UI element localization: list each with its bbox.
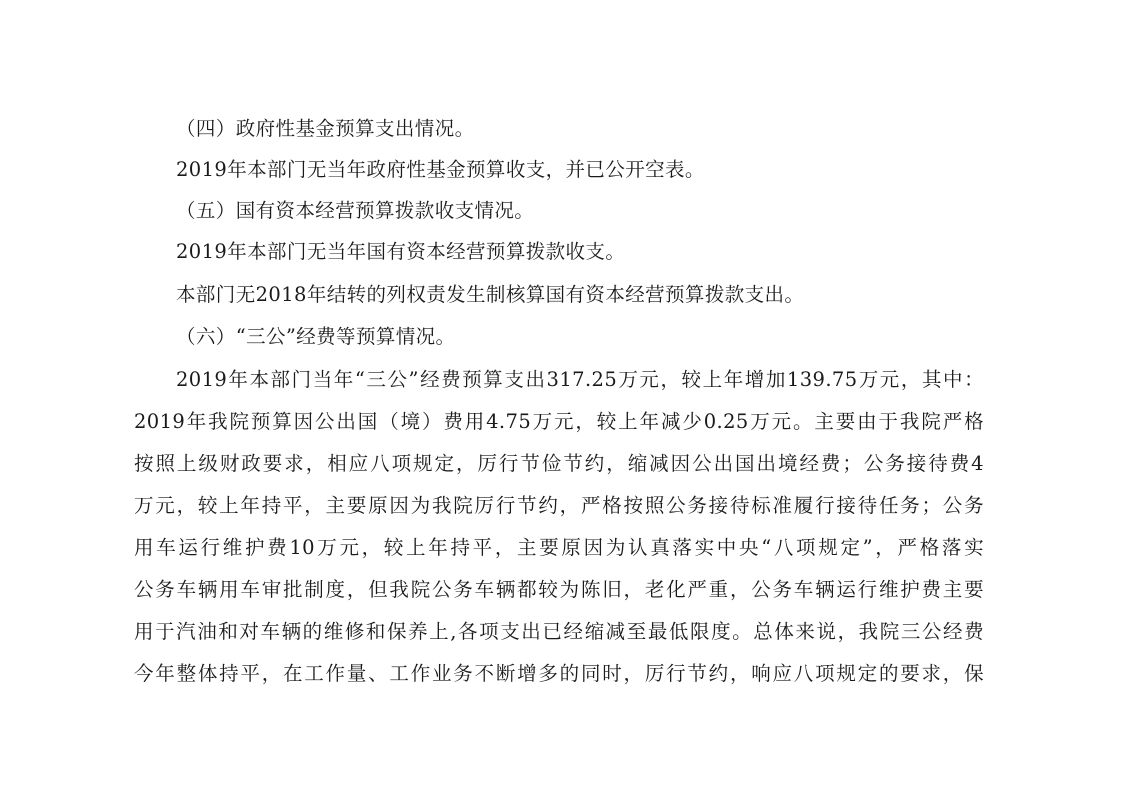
paragraph-line: 按照上级财政要求，相应八项规定，厉行节俭节约，缩减因公出国出境经费；公务接待费4	[134, 452, 984, 475]
paragraph-line: 公务车辆用车审批制度，但我院公务车辆都较为陈旧，老化严重，公务车辆运行维护费主要	[134, 578, 984, 601]
section-heading-4: （四）政府性基金预算支出情况。	[176, 117, 475, 140]
paragraph-line: 用于汽油和对车辆的维修和保养上,各项支出已经缩减至最低限度。总体来说，我院三公经费	[134, 620, 984, 643]
paragraph-line: 本部门无2018年结转的列权责发生制核算国有资本经营预算拨款支出。	[176, 283, 805, 306]
paragraph-line: 2019年我院预算因公出国（境）费用4.75万元，较上年减少0.25万元。主要由于我院严格	[134, 410, 984, 433]
paragraph-line: 2019年本部门当年“三公”经费预算支出317.25万元，较上年增加139.75万元，其中：	[176, 368, 984, 391]
paragraph-line: 万元，较上年持平，主要原因为我院厉行节约，严格按照公务接待标准履行接待任务；公务	[134, 494, 984, 517]
section-heading-5: （五）国有资本经营预算拨款收支情况。	[176, 199, 535, 222]
paragraph-line: 2019年本部门无当年政府性基金预算收支，并已公开空表。	[176, 158, 705, 181]
section-heading-6: （六）“三公”经费等预算情况。	[176, 325, 456, 348]
paragraph-line: 用车运行维护费10万元，较上年持平，主要原因为认真落实中央“八项规定”，严格落实	[134, 536, 984, 559]
paragraph-line: 2019年本部门无当年国有资本经营预算拨款收支。	[176, 240, 626, 263]
paragraph-line: 今年整体持平，在工作量、工作业务不断增多的同时，厉行节约，响应八项规定的要求，保	[134, 662, 984, 685]
